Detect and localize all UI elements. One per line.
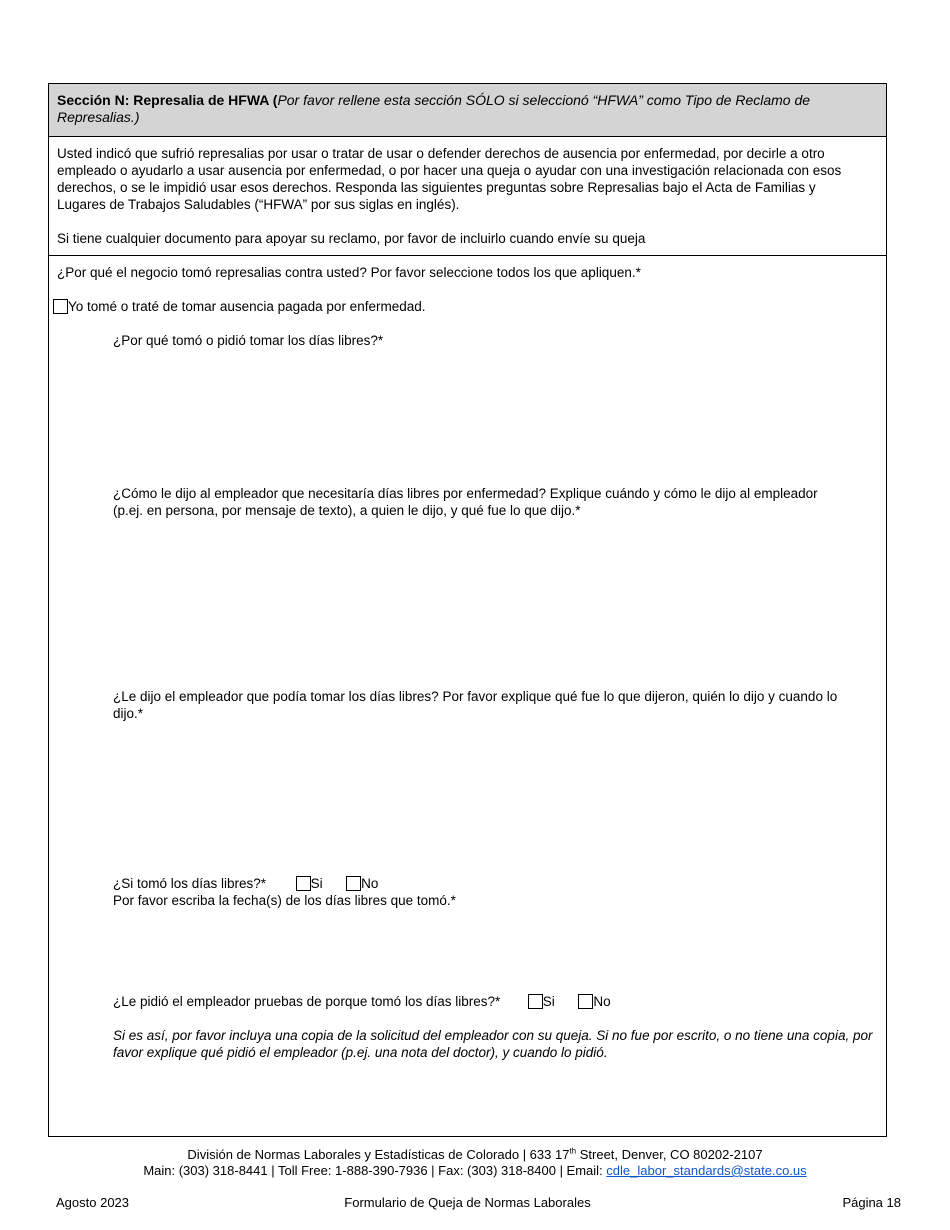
sick-leave-checkbox[interactable] — [53, 299, 68, 314]
why-retaliation-question: ¿Por qué el negocio tomó represalias contra usted? Por favor seleccione todos los que apliquen.* — [57, 265, 641, 280]
why-days-off-question: ¿Por qué tomó o pidió tomar los días libres?* — [113, 333, 384, 348]
took-days-question: ¿Si tomó los días libres?* — [113, 876, 267, 891]
proof-requested-question: ¿Le pidió el empleador pruebas de porque tomó los días libres?* — [113, 994, 501, 1009]
footer-email-link[interactable]: cdle_labor_standards@state.co.us — [606, 1163, 807, 1178]
dates-taken-question: Por favor escriba la fecha(s) de los días libres que tomó.* — [113, 893, 456, 908]
took-days-yes-checkbox[interactable] — [296, 876, 311, 891]
proof-no-label: No — [593, 994, 611, 1009]
intro-paragraph: Usted indicó que sufrió represalias por usar o tratar de usar o defender derechos de ausencia por enfermedad, por decirle a otro empleado o ayudarlo a usar ausencia por enfermedad, o por hacer una queja o ayudar con una investigación relacionada con esos derechos, o se le impidió usar esos derechos. Responda las siguientes preguntas sobre Represalias bajo el Acta de Familias y Lugares de Trabajos Saludables (“HFWA” por sus siglas en inglés). — [57, 146, 842, 212]
sick-leave-option-label: Yo tomé o traté de tomar ausencia pagada por enfermedad. — [68, 299, 426, 314]
footer-address-superscript: th — [569, 1146, 577, 1156]
section-header — [49, 84, 886, 137]
footer-address-main: División de Normas Laborales y Estadísticas de Colorado | 633 17 — [187, 1147, 570, 1162]
took-days-yes-label: Si — [310, 876, 323, 891]
footer-address-street: Street, Denver, CO 80202-2107 — [576, 1147, 763, 1162]
sick-leave-option[interactable] — [53, 298, 853, 315]
proof-requested-row — [113, 993, 873, 1010]
proof-no-checkbox[interactable] — [578, 994, 593, 1009]
took-days-row — [113, 875, 873, 892]
footer-form-name: Formulario de Queja de Normas Laborales — [344, 1195, 591, 1210]
footer-contact — [0, 1162, 950, 1179]
took-days-no-checkbox[interactable] — [346, 876, 361, 891]
took-days-no-label: No — [361, 876, 379, 891]
intro-block — [49, 137, 886, 256]
section-title: Sección N: Represalia de HFWA ( — [57, 92, 278, 108]
proof-yes-checkbox[interactable] — [528, 994, 543, 1009]
proof-note: Si es así, por favor incluya una copia de la solicitud del empleador con su queja. Si no fue por escrito, o no tiene una copia, por favor explique qué pidió el empleador (p.ej. una nota del doctor), y cuando lo pidió. — [113, 1028, 873, 1060]
footer-page-number: Página 18 — [842, 1195, 901, 1210]
footer-date: Agosto 2023 — [56, 1195, 130, 1210]
footer-address — [0, 1146, 950, 1163]
documents-note: Si tiene cualquier documento para apoyar su reclamo, por favor de incluirlo cuando envíe su queja — [57, 231, 646, 246]
employer-said-question: ¿Le dijo el empleador que podía tomar los días libres? Por favor explique qué fue lo que dijeron, quién lo dijo y cuando lo dijo.* — [113, 689, 838, 721]
footer-contact-text: Main: (303) 318-8441 | Toll Free: 1-888-390-7936 | Fax: (303) 318-8400 | Email: — [143, 1163, 607, 1178]
hfwa-retaliation-form — [48, 83, 887, 1137]
how-told-question: ¿Cómo le dijo al empleador que necesitaría días libres por enfermedad? Explique cuándo y cómo le dijo al empleador (p.ej. en persona, por mensaje de texto), a quien le dijo, y qué fue lo que dijo.* — [113, 486, 818, 518]
section-instruction: Por favor rellene esta sección SÓLO si seleccionó “HFWA” como Tipo de Reclamo de Represalias.) — [57, 92, 811, 125]
proof-yes-label: Si — [542, 994, 555, 1009]
